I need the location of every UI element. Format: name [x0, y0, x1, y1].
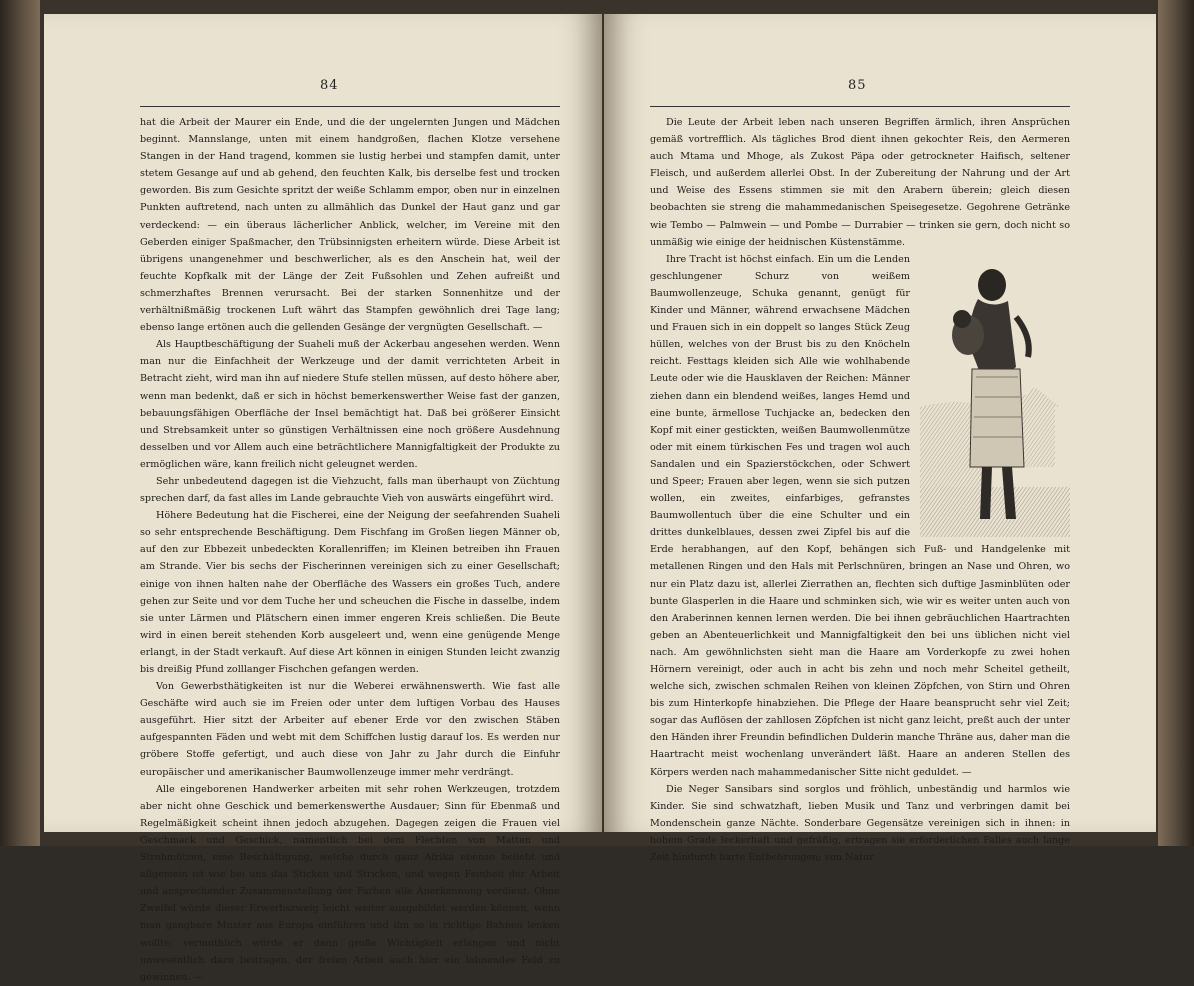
paragraph: hat die Arbeit der Maurer ein Ende, und die der ungelernten Jungen und Mädchen beginnt. Mannslange, unten mit einem handgroßen, flachen Klotze versehene Stangen in der Hand tragend, kommen sie lustig herbei und stampfen damit, unter stetem Gesange auf und ab gehend, den feuchten Kalk, bis derselbe fest und trocken geworden. Bis zum Gesichte spritzt der weiße Schlamm empor, oben nur in einzelnen Punkten auftretend, nach unten zu allmählich das Dunkel der Haut ganz und gar verdeckend: — ein überaus lächerlicher Anblick, welcher, im Vereine mit den Geberden einiger Spaßmacher, den Trübsinnigsten erheitern würde. Diese Arbeit ist übrigens unangenehmer und beschwerlicher, als es den Anschein hat, weil der feuchte Kopfkalk mit der Länge der Zeit Fußsohlen und Zehen aufreißt und schmerzhaftes Brennen verursacht. Bei der starken Sonnenhitze und der verhältnißmäßig trockenen Luft währt das Stampfen gewöhnlich drei Tage lang; ebenso lange ertönen auch die gellenden Gesänge der vergnügten Gesellschaft. — [140, 117, 560, 334]
page-number: 84 [320, 78, 339, 93]
paragraph: Alle eingeborenen Handwerker arbeiten mit sehr rohen Werkzeugen, trotzdem aber nicht ohne Geschick und bemerkenswerthe Ausdauer; Sinn für Ebenmaß und Regelmäßigkeit scheint ihnen jedoch abzugehen. Dagegen zeigen die Frauen viel Geschmack und Geschick, namentlich bei dem Flechten von Matten und Strohmützen, eine Beschäftigung, welche durch ganz Afrika ebenso beliebt und allgemein ist wie bei uns das Sticken und Stricken, und wegen Feinheit der Arbeit und ansprechender Zusammenstellung der Farben alle Anerkennung verdient. Ohne Zweifel würde dieser Erwerbszweig leicht weiter ausgebildet werden können, wenn man gangbare Muster aus Europa einführen und ihn so in richtige Bahnen lenken wollte; vermuthlich würde er dann große Wichtigkeit erlangen und nicht unwesentlich dazu beitragen, der freien Arbeit auch hier ein lohnendes Feld zu gewinnen. — [140, 783, 560, 983]
right-body-text [650, 114, 1070, 866]
paragraph: Sehr unbedeutend dagegen ist die Viehzucht, falls man überhaupt von Züchtung sprechen darf, da fast alles im Lande gebrauchte Vieh von auswärts eingeführt wird. [140, 475, 560, 505]
page-number: 85 [848, 78, 867, 93]
paragraph: Höhere Bedeutung hat die Fischerei, eine der Neigung der seefahrenden Suaheli so sehr entsprechende Beschäftigung. Dem Fischfang im Großen liegen Männer ob, auf den zur Ebbezeit unbedeckten Korallenriffen; im Kleinen betreiben ihn Frauen am Strande. Vier bis sechs der Fischerinnen vereinigen sich zu einer Gesellschaft; einige von ihnen halten nahe der Oberfläche des Wassers ein großes Tuch, andere gehen zur Seite und vor dem Tuche her und scheuchen die Fische in dasselbe, indem sie unter Lärmen und Plätschern einen immer engeren Kreis schließen. Die Beute wird in einen bereit stehenden Korb ausgeleert und, wenn eine genügende Menge erlangt, in der Stadt verkauft. Auf diese Art können in einigen Stunden leicht zwanzig bis dreißig Pfund zolllanger Fischchen gefangen werden. [140, 510, 560, 675]
paragraph: Als Hauptbeschäftigung der Suaheli muß der Ackerbau angesehen werden. Wenn man nur die Einfachheit der Werkzeuge und der damit verrichteten Arbeit in Betracht zieht, wird man ihn auf niedere Stufe stellen müssen, auf desto höhere aber, wenn man bedenkt, daß er sich in höchst bemerkenswerther Weise fast der ganzen, bebauungsfähigen Oberfläche der Insel bemächtigt hat. Daß bei größerer Einsicht und Strebsamkeit unter so günstigen Verhältnissen eine noch größere Ausdehnung desselben und vor Allem auch eine beträchtlichere Mannigfaltigkeit der Produkte zu ermöglichen wäre, kann freilich nicht geleugnet werden. [140, 339, 560, 470]
paragraph: Die Leute der Arbeit leben nach unseren Begriffen ärmlich, ihren Ansprüchen gemäß vortrefflich. Als tägliches Brod dient ihnen gekochter Reis, den Aermeren auch Mtama und Mhoge, als Zukost Päpa oder getrockneter Haifisch, seltener Fleisch, und außerdem allerlei Obst. In der Zubereitung der Nahrung und der Art und Weise des Essens stimmen sie mit den Arabern überein; gleich diesen beobachten sie streng die mahammedanischen Speisegesetze. Gegohrene Getränke wie Tembo — Palmwein — und Pombe — Durrabier — trinken sie gern, doch nicht so unmäßig wie einige der heidnischen Küstenstämme. [650, 117, 1070, 248]
left-page [44, 14, 602, 983]
header-rule [140, 106, 560, 107]
engraving-woman-with-child [920, 257, 1070, 537]
header-rule [650, 106, 1070, 107]
paragraph: Die Neger Sansibars sind sorglos und fröhlich, unbeständig und harmlos wie Kinder. Sie sind schwatzhaft, lieben Musik und Tanz und verbringen damit bei Mondenschein ganze Nächte. Sonderbare Gegensätze vereinigen sich in ihnen: in hohem Grade leckerhaft und gefräßig, ertragen sie erforderlichen Falles auch lange Zeit hindurch harte Entbehrungen; von Natur [650, 783, 1070, 864]
right-page [604, 14, 1156, 864]
left-body-text [140, 114, 560, 986]
page-stack-right [1158, 0, 1194, 846]
page-stack-left [0, 0, 40, 846]
paragraph: Ihre Tracht ist höchst einfach. Ein um die Lenden geschlungener Schurz von weißem Baumwollenzeuge, Schuka genannt, genügt für Kinder und Männer, während erwachsene Mädchen und Frauen sich in ein doppelt so langes Stück Zeug hüllen, welches von der Brust bis zu den Knöcheln reicht. Festtags kleiden sich Alle wie wohlhabende Leute oder wie die Hausklaven der Reichen: Männer ziehen dann ein blendend weißes, langes Hemd und eine bunte, ärmellose Tuchjacke an, bedecken den Kopf mit einer gestickten, weißen Baumwollenmütze oder mit einem türkischen Fes und tragen wol auch Sandalen und ein Spazierstöckchen, oder Schwert und Speer; Frauen aber legen, wenn sie sich putzen wollen, ein zweites, einfarbiges, gefranstes Baumwollentuch über die eine Schulter und ein drittes dunkelblaues, dessen zwei Zipfel bis auf die Erde herabhangen, auf den Kopf, behängen sich Fuß- und Handgelenke mit metallenen Ringen und den Hals mit Perlschnüren, bringen an Nase und Ohren, wo nur ein Platz dazu ist, allerlei Zierrathen an, flechten sich duftige Jasminblüten oder bunte Glasperlen in die Haare und schminken sich, wie wir es weiter unten auch von den Araberinnen kennen lernen werden. Die bei ihnen gebräuchlichen Haartrachten geben an Abenteuerlichkeit und Mannigfaltigkeit den bei uns üblichen nicht viel nach. Am gewöhnlichsten sieht man die Haare am Vorderkopfe zu zwei hohen Hörnern vereinigt, oder auch in acht bis zehn und noch mehr Scheitel getheilt, welche sich, zwischen schmalen Reihen von kleinen Zöpfchen, von Stirn und Ohren bis zum Hinterkopfe hinabziehen. Die Pflege der Haare beansprucht sehr viel Zeit; sogar das Auflösen der zahllosen Zöpfchen ist nicht ganz leicht, preßt auch der unter den Händen ihrer Freundin befindlichen Dulderin manche Thräne aus, daher man die Haartracht meist wochenlang unverändert läßt. Haare an anderen Stellen des Körpers werden nach mahammedanischer Sitte nicht geduldet. — [650, 253, 1070, 778]
paragraph: Von Gewerbsthätigkeiten ist nur die Weberei erwähnenswerth. Wie fast alle Geschäfte wird auch sie im Freien oder unter dem luftigen Vorbau des Hauses ausgeführt. Hier sitzt der Arbeiter auf ebener Erde vor den zwischen Stäben aufgespannten Fäden und webt mit dem Schiffchen lustig darauf los. Es werden nur gröbere Stoffe gefertigt, und auch diese von Jahr zu Jahr durch die Einfuhr europäischer und amerikanischer Baumwollenzeuge immer mehr verdrängt. [140, 681, 560, 778]
